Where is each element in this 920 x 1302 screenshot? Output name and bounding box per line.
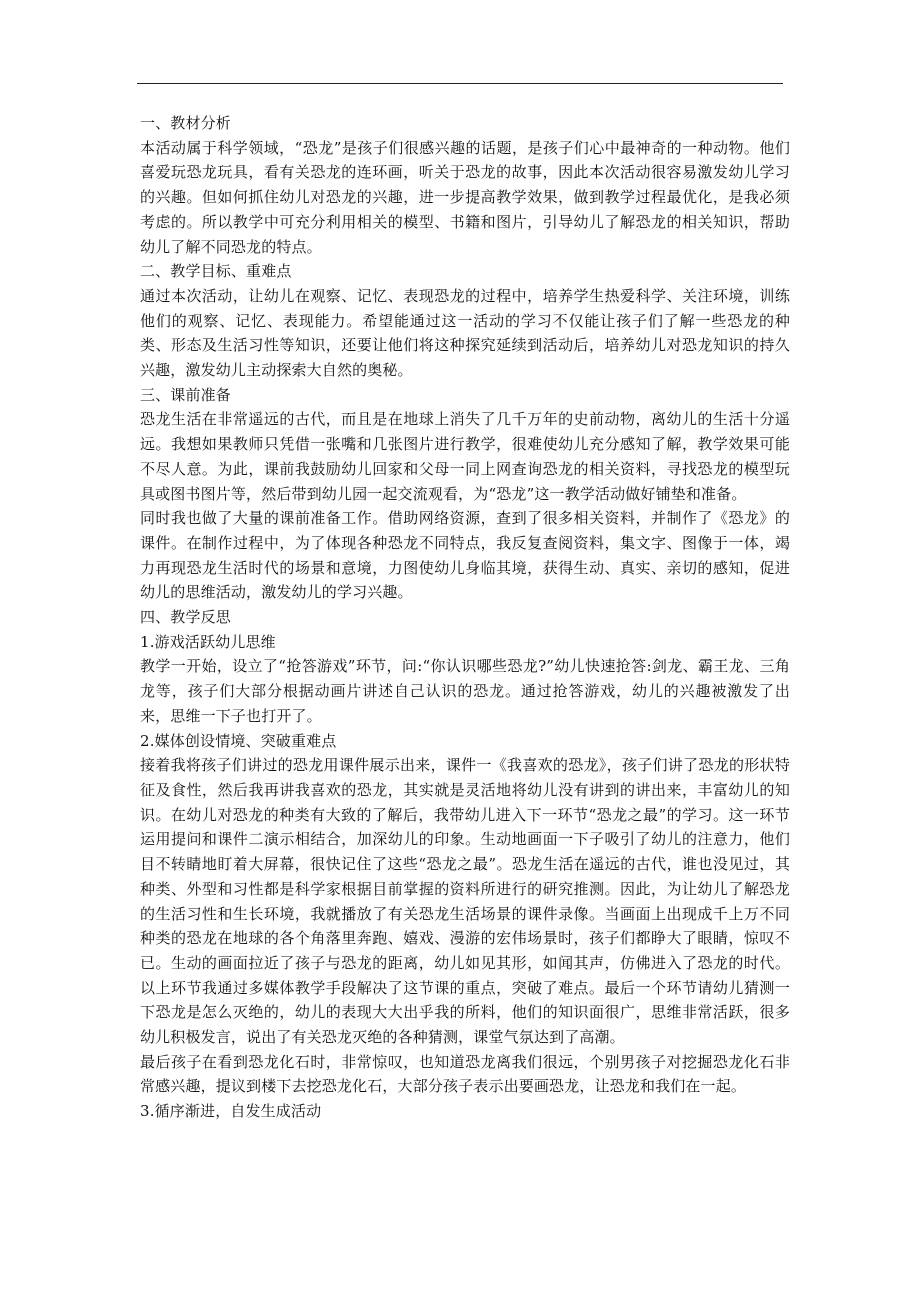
document-body: [140, 111, 790, 1124]
subheading-3: 3.循序渐进，自发生成活动: [140, 1102, 322, 1121]
paragraph-teaching-goals: 通过本次活动，让幼儿在观察、记忆、表现恐龙的过程中，培养学生热爱科学、关注环境，训练他们的观察、记忆、表现能力。希望能通过这一活动的学习不仅能让孩子们了解一些恐龙的种类、形态及生活习性等知识，还要让他们将这种探究延续到活动后，培养幼儿对恐龙知识的持久兴趣，激发幼儿主动探索大自然的奥秘。: [140, 286, 790, 380]
paragraph-fossil: 最后孩子在看到恐龙化石时，非常惊叹，也知道恐龙离我们很远，个别男孩子对挖掘恐龙化石非常感兴趣，提议到楼下去挖恐龙化石，大部分孩子表示出要画恐龙，让恐龙和我们在一起。: [140, 1052, 790, 1096]
subheading-2: 2.媒体创设情境、突破重难点: [140, 731, 337, 750]
section-heading-3: 三、课前准备: [140, 385, 231, 404]
paragraph-preparation-2: 同时我也做了大量的课前准备工作。借助网络资源，查到了很多相关资料，并制作了《恐龙》的课件。在制作过程中，为了体现各种恐龙不同特点，我反复查阅资料，集文字、图像于一体，竭力再现恐龙生活时代的场景和意境，力图使幼儿身临其境，获得生动、真实、亲切的感知，促进幼儿的思维活动，激发幼儿的学习兴趣。: [140, 509, 790, 602]
subheading-1: 1.游戏活跃幼儿思维: [140, 632, 276, 651]
paragraph-preparation-1: 恐龙生活在非常遥远的古代，而且是在地球上消失了几千万年的史前动物，离幼儿的生活十分遥远。我想如果教师只凭借一张嘴和几张图片进行教学，很难使幼儿充分感知了解，教学效果可能不尽人意。为此，课前我鼓励幼儿回家和父母一同上网查询恐龙的相关资料，寻找恐龙的模型玩具或图书图片等，然后带到幼儿园一起交流观看，为“恐龙”这一教学活动做好铺垫和准备。: [140, 410, 790, 503]
section-heading-2: 二、教学目标、重难点: [140, 262, 292, 281]
paragraph-material-analysis: 本活动属于科学领域，“恐龙”是孩子们很感兴趣的话题，是孩子们心中最神奇的一种动物。他们喜爱玩恐龙玩具，看有关恐龙的连环画，听关于恐龙的故事，因此本次活动很容易激发幼儿学习的兴趣。但如何抓住幼儿对恐龙的兴趣，进一步提高教学效果，做到教学过程最优化，是我必须考虑的。所以教学中可充分利用相关的模型、书籍和图片，引导幼儿了解恐龙的相关知识，帮助幼儿了解不同恐龙的特点。: [140, 138, 790, 256]
header-rule: [137, 83, 783, 84]
section-heading-4: 四、教学反思: [140, 608, 231, 627]
paragraph-media: 接着我将孩子们讲过的恐龙用课件展示出来，课件一《我喜欢的恐龙》，孩子们讲了恐龙的形状特征及食性，然后我再讲我喜欢的恐龙，其实就是灵活地将幼儿没有讲到的讲出来，丰富幼儿的知识。在幼儿对恐龙的种类有大致的了解后，我带幼儿进入下一环节“恐龙之最”的学习。这一环节运用提问和课件二演示相结合，加深幼儿的印象。生动地画面一下子吸引了幼儿的注意力，他们目不转睛地盯着大屏幕，很快记住了这些“恐龙之最”。恐龙生活在遥远的古代，谁也没见过，其种类、外型和习性都是科学家根据目前掌握的资料所进行的研究推测。因此，为让幼儿了解恐龙的生活习性和生长环境，我就播放了有关恐龙生活场景的课件录像。当画面上出现成千上万不同种类的恐龙在地球的各个角落里奔跑、嬉戏、漫游的宏伟场景时，孩子们都睁大了眼睛，惊叹不已。生动的画面拉近了孩子与恐龙的距离，幼儿如见其形，如闻其声，仿佛进入了恐龙的时代。以上环节我通过多媒体教学手段解决了这节课的重点，突破了难点。最后一个环节请幼儿猜测一下恐龙是怎么灭绝的，幼儿的表现大大出乎我的所料，他们的知识面很广，思维非常活跃，很多幼儿积极发言，说出了有关恐龙灭绝的各种猜测，课堂气氛达到了高潮。: [140, 756, 790, 1047]
section-heading-1: 一、教材分析: [140, 114, 231, 132]
paragraph-game: 教学一开始，设立了“抢答游戏”环节，问:“你认识哪些恐龙?”幼儿快速抢答:剑龙、霸王龙、三角龙等，孩子们大部分根据动画片讲述自己认识的恐龙。通过抢答游戏，幼儿的兴趣被激发了出来，思维一下子也打开了。: [140, 657, 790, 725]
